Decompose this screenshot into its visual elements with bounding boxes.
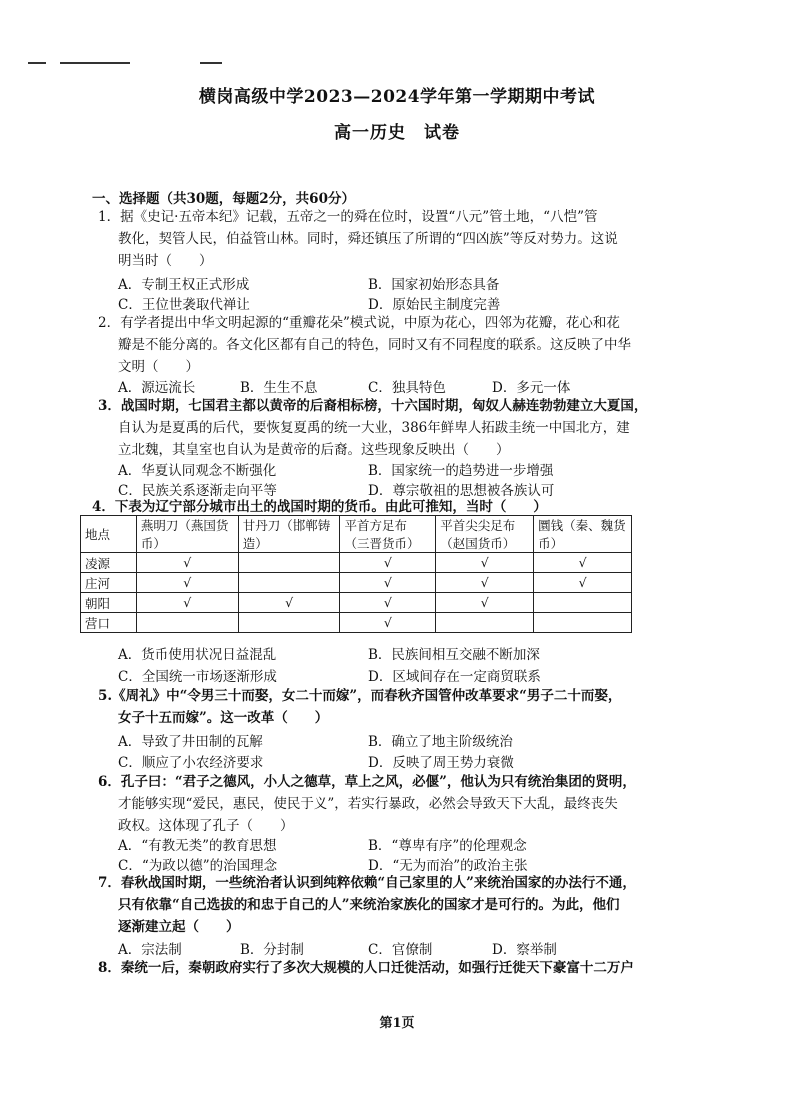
question-3-option-d[interactable]: D．尊宗敬祖的思想被各族认可	[368, 483, 555, 499]
question-1-option-d[interactable]: D．原始民主制度完善	[368, 297, 501, 313]
question-4-option-a[interactable]: A．货币使用状况日益混乱	[118, 647, 277, 663]
question-4-option-b[interactable]: B．民族间相互交融不断加深	[368, 647, 540, 663]
coin-table	[80, 515, 632, 633]
table-cell: √	[340, 573, 436, 593]
question-3-line: 立北魏，其皇室也自认为是黄帝的后裔。这些现象反映出（ ）	[118, 442, 510, 458]
table-header-cell: 燕明刀（燕国货币）	[136, 516, 238, 553]
table-header-row	[81, 516, 632, 553]
question-5-option-b[interactable]: B．确立了地主阶级统治	[368, 734, 513, 750]
table-cell: √	[340, 593, 436, 613]
question-3-option-a[interactable]: A．华夏认同观念不断强化	[118, 463, 277, 479]
scan-mark	[200, 62, 222, 64]
question-1-line: 教化，契管人民，伯益管山林。同时，舜还镇压了所谓的“四凶族”等反对势力。这说	[118, 231, 618, 247]
question-1-option-a[interactable]: A．专制王权正式形成	[118, 277, 250, 293]
table-cell: √	[534, 573, 632, 593]
question-3-line: 自认为是夏禹的后代，要恢复夏禹的统一大业，386年鲜卑人拓跋圭统一中国北方，建	[118, 420, 630, 436]
question-7-option-c[interactable]: C．官僚制	[368, 942, 433, 958]
table-cell-place: 庄河	[81, 573, 137, 593]
table-cell-place: 朝阳	[81, 593, 137, 613]
question-6-line: 才能够实现“爱民，惠民，使民于义”，若实行暴政，必然会导致天下大乱，最终丧失	[118, 796, 618, 812]
question-1-line: 明当时（ ）	[118, 253, 213, 269]
question-2-option-a[interactable]: A．源远流长	[118, 380, 196, 396]
table-cell: √	[436, 553, 534, 573]
question-5-option-d[interactable]: D．反映了周王势力衰微	[368, 755, 514, 771]
table-cell: √	[238, 593, 340, 613]
question-6-option-c[interactable]: C．“为政以德”的治国理念	[118, 858, 278, 874]
question-2-option-c[interactable]: C．独具特色	[368, 380, 446, 396]
question-7-option-d[interactable]: D．察举制	[492, 942, 557, 958]
table-cell: √	[340, 613, 436, 633]
question-2-line: 瓣是不能分离的。各文化区都有自己的特色，同时又有不同程度的联系。这反映了中华	[118, 337, 631, 353]
question-6-option-b[interactable]: B．“尊卑有序”的伦理观念	[368, 838, 527, 854]
table-row	[81, 573, 632, 593]
question-5-line: 5.《周礼》中“令男三十而娶，女二十而嫁”，而春秋齐国管仲改革要求“男子二十而娶，	[98, 688, 622, 704]
question-7-line: 只有依靠“自己选拔的和忠于自己的人”来统治家族化的国家才是可行的。为此，他们	[118, 897, 620, 913]
table-cell	[534, 593, 632, 613]
table-header-cell: 平首方足布（三晋货币）	[340, 516, 436, 553]
section-heading: 一、选择题（共30题，每题2分，共60分）	[92, 191, 355, 207]
question-3-line: 3．战国时期，七国君主都以黄帝的后裔相标榜，十六国时期，匈奴人赫连勃勃建立大夏国，	[98, 398, 648, 414]
question-7-line: 逐渐建立起（ ）	[118, 919, 240, 935]
table-cell	[238, 573, 340, 593]
table-cell-place: 营口	[81, 613, 137, 633]
question-7-line: 7．春秋战国时期，一些统治者认识到纯粹依赖“自己家里的人”来统治国家的办法行不通，	[98, 875, 636, 891]
table-header-cell: 甘丹刀（邯郸铸造）	[238, 516, 340, 553]
table-header-cell: 地点	[81, 516, 137, 553]
table-header-cell: 平首尖尖足布（赵国货币）	[436, 516, 534, 553]
table-row	[81, 553, 632, 573]
table-cell	[436, 613, 534, 633]
table-cell: √	[136, 553, 238, 573]
question-6-option-d[interactable]: D．“无为而治”的政治主张	[368, 858, 528, 874]
question-5-option-c[interactable]: C．顺应了小农经济要求	[118, 755, 264, 771]
question-6-line: 6．孔子曰：“君子之德风，小人之德草，草上之风，必偃”，他认为只有统治集团的贤明，	[98, 774, 636, 790]
table-cell: √	[436, 573, 534, 593]
table-cell: √	[534, 553, 632, 573]
question-7-option-a[interactable]: A．宗法制	[118, 942, 182, 958]
question-2-line: 文明（ ）	[118, 359, 199, 375]
table-row	[81, 613, 632, 633]
table-cell: √	[340, 553, 436, 573]
scan-mark	[60, 62, 130, 64]
table-cell	[534, 613, 632, 633]
question-1-option-c[interactable]: C．王位世袭取代禅让	[118, 297, 250, 313]
exam-subtitle: 高一历史 试卷	[334, 123, 460, 143]
question-2-option-b[interactable]: B．生生不息	[240, 380, 318, 396]
table-cell: √	[136, 573, 238, 593]
question-2-line: 2．有学者提出中华文明起源的“重瓣花朵”模式说，中原为花心，四邻为花瓣，花心和花	[98, 315, 620, 331]
question-5-line: 女子十五而嫁”。这一改革（ ）	[118, 710, 329, 726]
table-cell-place: 凌源	[81, 553, 137, 573]
table-cell: √	[436, 593, 534, 613]
question-6-option-a[interactable]: A．“有教无类”的教育思想	[118, 838, 277, 854]
table-row	[81, 593, 632, 613]
question-8-line: 8．秦统一后，秦朝政府实行了多次大规模的人口迁徙活动，如强行迁徙天下豪富十二万户	[98, 960, 634, 976]
question-5-option-a[interactable]: A．导致了井田制的瓦解	[118, 734, 263, 750]
question-4-option-c[interactable]: C．全国统一市场逐渐形成	[118, 669, 277, 685]
question-2-option-d[interactable]: D．多元一体	[492, 380, 571, 396]
question-1-option-b[interactable]: B．国家初始形态具备	[368, 277, 500, 293]
table-cell: √	[136, 593, 238, 613]
table-cell	[238, 613, 340, 633]
table-cell	[136, 613, 238, 633]
question-3-option-c[interactable]: C．民族关系逐渐走向平等	[118, 483, 277, 499]
question-3-option-b[interactable]: B．国家统一的趋势进一步增强	[368, 463, 554, 479]
question-1-line: 1．据《史记·五帝本纪》记载，五帝之一的舜在位时，设置“八元”管土地，“八恺”管	[98, 209, 598, 225]
exam-title: 横岗高级中学2023—2024学年第一学期期中考试	[198, 87, 596, 107]
question-6-line: 政权。这体现了孔子（ ）	[118, 818, 294, 834]
question-7-option-b[interactable]: B．分封制	[240, 942, 304, 958]
table-header-cell: 圜钱（秦、魏货币）	[534, 516, 632, 553]
table-cell	[238, 553, 340, 573]
question-4-line: 4．下表为辽宁部分城市出土的战国时期的货币。由此可推知，当时（ ）	[92, 499, 547, 515]
page-number: 第1页	[379, 1016, 415, 1031]
question-4-option-d[interactable]: D．区域间存在一定商贸联系	[368, 669, 541, 685]
scan-mark	[28, 62, 46, 64]
